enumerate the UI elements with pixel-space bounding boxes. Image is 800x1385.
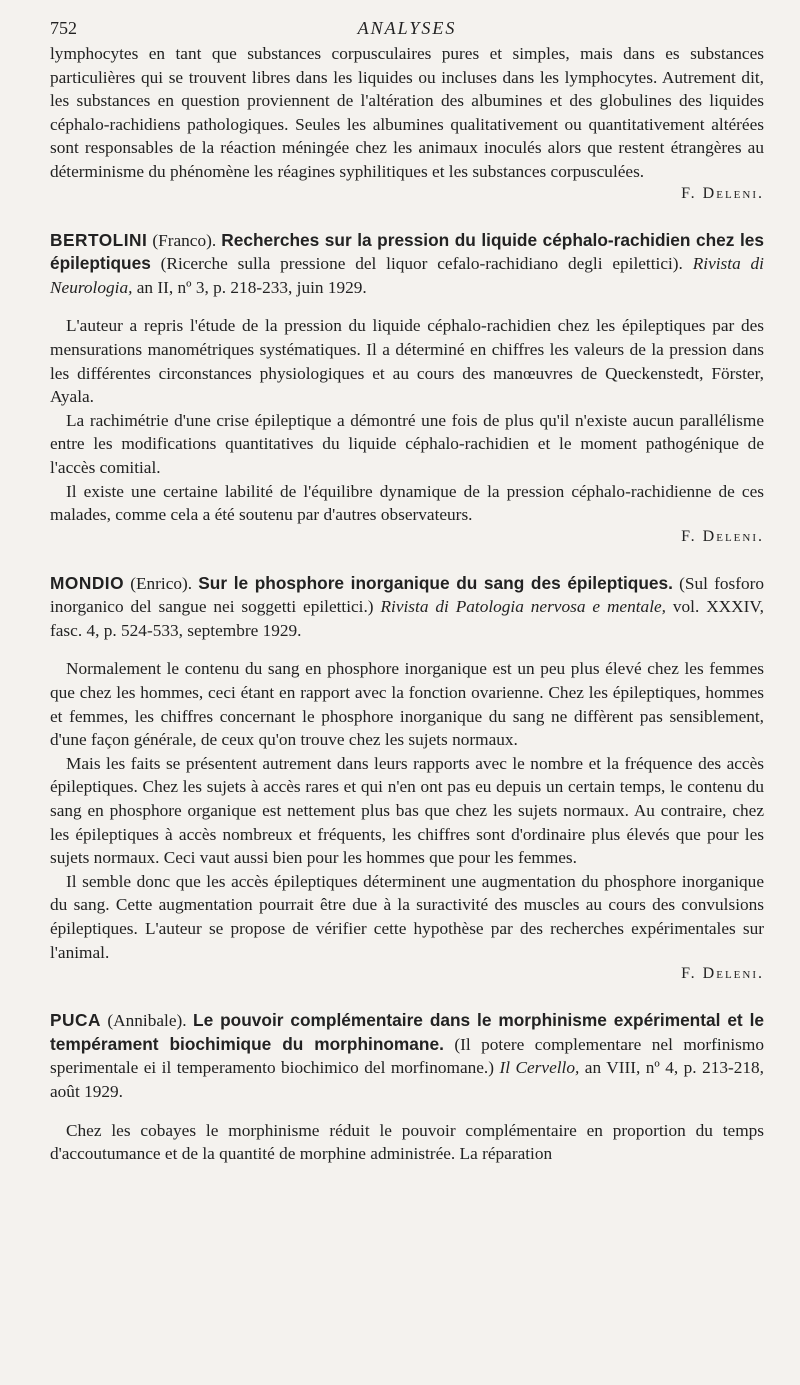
original-title: (Sul fosforo inorganico del sangue nei soggetti epilettici.) [50,573,764,617]
review-paragraph: Chez les cobayes le morphinisme réduit le pouvoir complémentaire en proportion du temps d'accoutumance et de la quantité de morphine administrée. La réparation [50,1120,764,1164]
review-paragraph: Il semble donc que les accès épileptiques déterminent une augmentation du phosphore inorganique du sang. Cette augmentation pourrait être due à la suractivité des muscles au cours des convulsions épileptiques. L'auteur se propose de vérifier cette hypothèse par des recherches expérimentales sur l'animal. [50,871,764,962]
review-puca [50,1009,764,1166]
citation-details: vol. XXXIV, fasc. 4, p. 524-533, septembre 1929. [50,597,764,640]
author-name: BERTOLINI [50,229,148,250]
continued-review [50,42,764,203]
review-bertolini [50,229,764,546]
review-paragraph: Mais les faits se présentent autrement dans leurs rapports avec le nombre et la fréquence des accès épileptiques. Chez les sujets à accès rares et qui n'en ont pas eu depuis un certain temps, le contenu du sang en phosphore organique est nettement plus bas que chez les sujets normaux. Au contraire, chez les épileptiques à accès nombreux et fréquents, les chiffres sont d'ordinaire plus élevés que pour les sujets normaux. Ceci vaut aussi bien pour les hommes que pour les femmes. [50,753,764,868]
citation-details: an VIII, nº 4, p. 213-218, août 1929. [50,1058,764,1101]
article-heading [50,572,764,643]
journal-name: Il Cervello, [499,1058,580,1078]
author-name: PUCA [50,1010,101,1031]
review-paragraph: lymphocytes en tant que substances corpusculaires pures et simples, mais dans es substances particulières qui se trouvent libres dans les liquides ou incluses dans les lymphocytes. Autrement dit, les substances en question proviennent de l'altération des albumines et des globulines des liquides céphalo-rachidiens pathologiques. Seules les albumines qualitativement ou quantitativement altérées sont responsables de la réaction méningée chez les animaux inoculés alors que restent étrangères au déterminisme du phénomène les réagines syphilitiques et les substances corpusculées. [50,44,764,181]
article-title: Sur le phosphore inorganique du sang des épileptiques. [198,572,673,593]
page-header [50,12,764,42]
article-title: Recherches sur la pression du liquide céphalo-rachidien chez les épileptiques [50,229,764,274]
review-paragraph: La rachimétrie d'une crise épileptique a démontré une fois de plus qu'il n'existe aucun parallélisme entre les modifications quantitatives du liquide céphalo-rachidien et le moment pathogénique de l'accès comitial. [50,410,764,477]
running-head: ANALYSES [357,18,457,38]
citation-details: an II, nº 3, p. 218-233, juin 1929. [136,277,367,297]
article-heading [50,1009,764,1103]
review-signature: F. Deleni. [681,965,764,983]
author-first-name: (Annibale). [107,1011,187,1031]
author-name: MONDIO [50,572,125,593]
author-first-name: (Franco). [152,230,217,250]
original-title: (Il potere complementare nel morfinismo sperimentale ei il temperamento biochimico del morfinomane.) [50,1034,764,1078]
article-heading [50,229,764,300]
original-title: (Ricerche sulla pressione del liquor cefalo-rachidiano degli epilettici). [160,254,683,274]
review-signature: F. Deleni. [681,184,764,202]
journal-name: Rivista di Patologia nervosa e mentale, [380,597,666,617]
review-paragraph: Il existe une certaine labilité de l'équilibre dynamique de la pression céphalo-rachidienne de ces malades, comme cela a été soutenu par d'autres observateurs. [50,481,764,525]
review-paragraph: L'auteur a repris l'étude de la pression du liquide céphalo-rachidien chez les épileptiques par des mensurations manométriques systématiques. Il a déterminé en chiffres les valeurs de la pression dans les différentes circonstances physiologiques et au cours des manœuvres de Queckenstedt, Förster, Ayala. [50,316,764,407]
journal-name: Rivista di Neurologia, [50,254,764,297]
article-title: Le pouvoir complémentaire dans le morphinisme expérimental et le tempérament biochimique du morphinomane. [50,1010,765,1054]
review-mondio [50,572,764,984]
author-first-name: (Enrico). [130,573,193,593]
review-signature: F. Deleni. [681,527,764,545]
review-paragraph: Normalement le contenu du sang en phosphore inorganique est un peu plus élevé chez les femmes que chez les hommes, ceci étant en rapport avec la fonction ovarienne. Chez les épileptiques, hommes et femmes, les chiffres concernant le phosphore inorganique du sang ne diffèrent pas sensiblement, d'une façon générale, de ceux qu'on trouve chez les sujets normaux. [50,659,764,750]
page-number: 752 [50,18,77,38]
